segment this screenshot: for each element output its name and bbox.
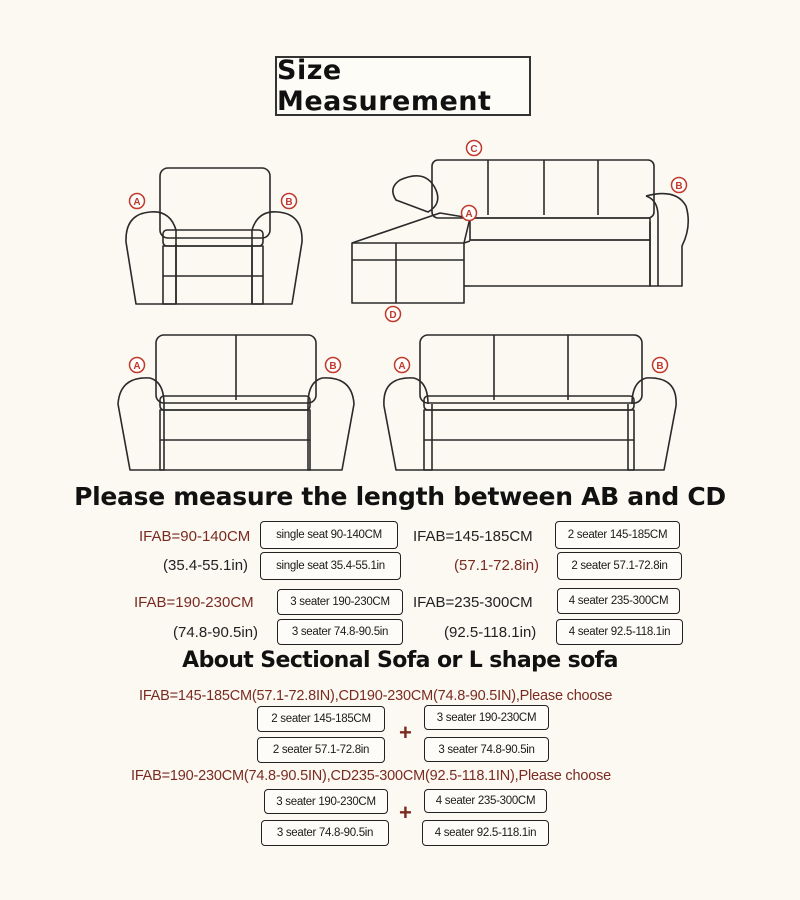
marker-label: C <box>470 144 478 155</box>
size-label-in: 3 seater 74.8-90.5in <box>277 619 403 645</box>
size-label-cm: single seat 90-140CM <box>260 521 398 549</box>
size-range-in: (92.5-118.1in) <box>444 624 537 641</box>
size-range-in: (35.4-55.1in) <box>163 557 249 574</box>
marker-label: D <box>389 310 397 321</box>
sectional-left-in: 2 seater 57.1-72.8in <box>257 737 385 763</box>
sectional-right-in: 3 seater 74.8-90.5in <box>424 737 549 762</box>
marker-label: B <box>656 361 664 372</box>
l-shape-sofa-illustration <box>352 160 688 303</box>
plus-sign: + <box>399 800 412 825</box>
size-label-cm: 2 seater 145-185CM <box>555 521 680 549</box>
marker-label: A <box>133 197 141 208</box>
size-label-in: 2 seater 57.1-72.8in <box>557 552 682 580</box>
sectional-left-cm: 2 seater 145-185CM <box>257 706 385 732</box>
size-range-cm: IFAB=235-300CM <box>413 594 533 611</box>
marker-label: A <box>398 361 406 372</box>
size-range-in: (74.8-90.5in) <box>173 624 259 641</box>
sectional-right-cm: 4 seater 235-300CM <box>424 789 547 813</box>
size-range-in: (57.1-72.8in) <box>454 557 540 574</box>
sectional-condition: IFAB=190-230CM(74.8-90.5IN),CD235-300CM(92.5-118.1IN),Please choose <box>131 768 611 784</box>
marker-label: B <box>285 197 293 208</box>
sectional-left-cm: 3 seater 190-230CM <box>264 789 388 814</box>
sectional-condition: IFAB=145-185CM(57.1-72.8IN),CD190-230CM(74.8-90.5IN),Please choose <box>139 688 613 704</box>
size-range-cm: IFAB=145-185CM <box>413 528 533 545</box>
size-label-in: 4 seater 92.5-118.1in <box>556 619 683 645</box>
plus-sign: + <box>399 720 412 745</box>
marker-label: B <box>675 181 683 192</box>
size-label-cm: 4 seater 235-300CM <box>557 588 680 614</box>
sectional-heading: About Sectional Sofa or L shape sofa <box>182 648 618 673</box>
marker-label: A <box>133 361 141 372</box>
sectional-right-cm: 3 seater 190-230CM <box>424 705 549 730</box>
sectional-right-in: 4 seater 92.5-118.1in <box>422 820 549 846</box>
measure-instruction: Please measure the length between AB and CD <box>74 482 726 511</box>
sectional-left-in: 3 seater 74.8-90.5in <box>261 820 389 846</box>
page-title: Size Measurement <box>277 55 492 117</box>
armchair-illustration <box>126 168 302 304</box>
size-label-in: single seat 35.4-55.1in <box>260 552 401 580</box>
three-seater-illustration <box>384 335 676 470</box>
size-label-cm: 3 seater 190-230CM <box>277 589 403 615</box>
loveseat-illustration <box>118 335 354 470</box>
size-range-cm: IFAB=190-230CM <box>134 594 254 611</box>
size-range-cm: IFAB=90-140CM <box>139 528 251 545</box>
marker-label: A <box>465 209 473 220</box>
marker-label: B <box>329 361 337 372</box>
